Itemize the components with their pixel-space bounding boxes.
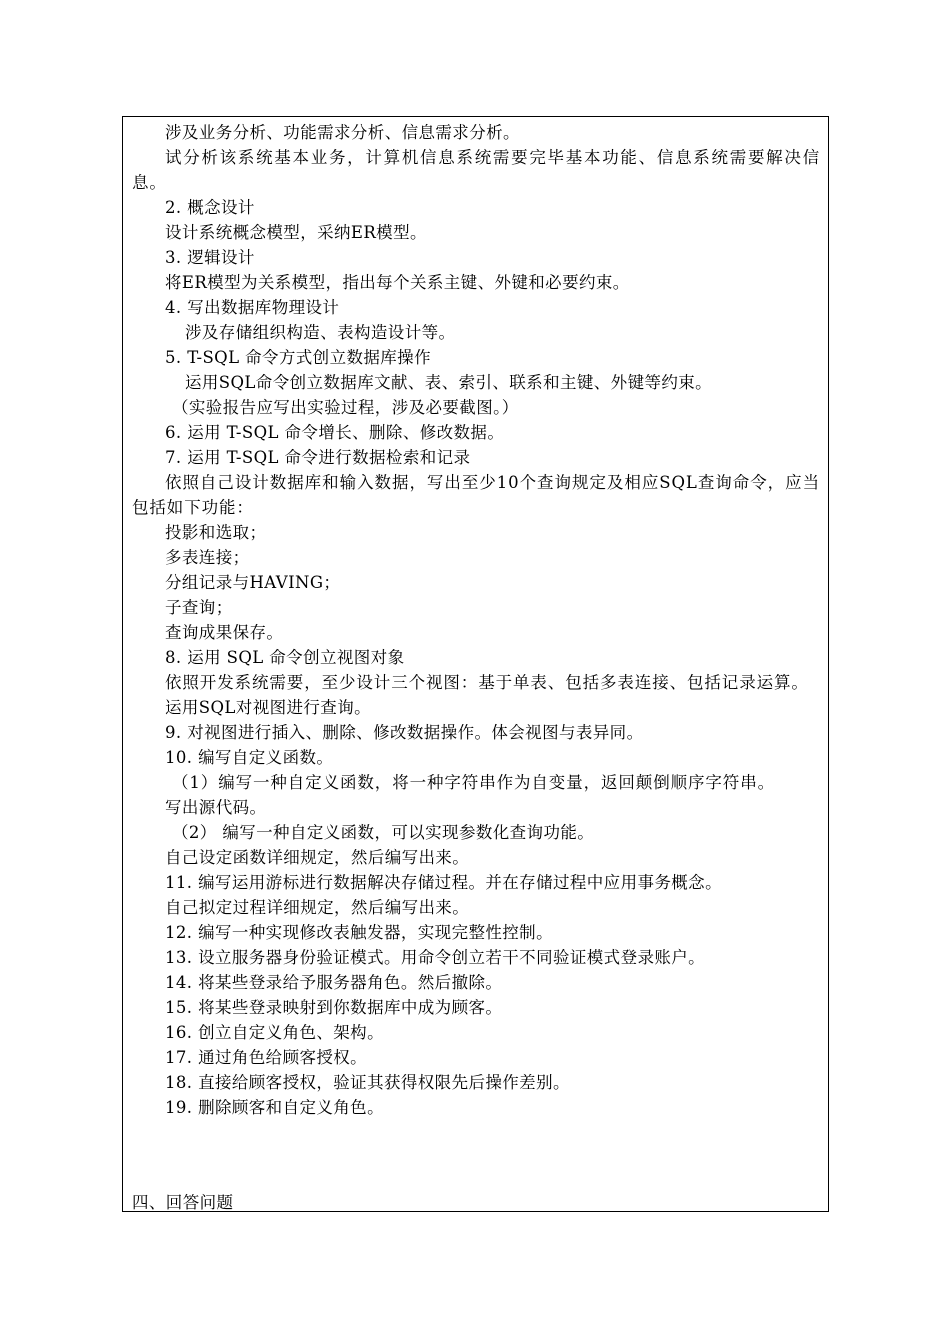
text-line: 将ER模型为关系模型，指出每个关系主键、外键和必要约束。 <box>165 273 630 292</box>
heading-item: 5. T-SQL 命令方式创立数据库操作 <box>165 348 431 367</box>
heading-item: 3. 逻辑设计 <box>165 248 255 267</box>
document-frame <box>122 116 829 1212</box>
list-item: 多表连接； <box>165 548 250 567</box>
text-line: 依照开发系统需要，至少设计三个视图：基于单表、包括多表连接、包括记录运算。 <box>165 673 809 692</box>
heading-item: 18. 直接给顾客授权，验证其获得权限先后操作差别。 <box>165 1073 570 1092</box>
list-item: 查询成果保存。 <box>165 623 284 642</box>
text-line: 试分析该系统基本业务，计算机信息系统需要完毕基本功能、信息系统需要解决信息。 <box>132 148 820 192</box>
text-line: 依照自己设计数据库和输入数据，写出至少10个查询规定及相应SQL查询命令，应当包括如下功能： <box>132 473 820 517</box>
list-item: 投影和选取； <box>165 523 267 542</box>
heading-item: 17. 通过角色给顾客授权。 <box>165 1048 368 1067</box>
list-item: 分组记录与HAVING； <box>165 573 341 592</box>
heading-item: 6. 运用 T-SQL 命令增长、删除、修改数据。 <box>165 423 505 442</box>
heading-item: 9. 对视图进行插入、删除、修改数据操作。体会视图与表异同。 <box>165 723 644 742</box>
heading-item: 4. 写出数据库物理设计 <box>165 298 340 317</box>
heading-item: 19. 删除顾客和自定义角色。 <box>165 1098 384 1117</box>
heading-item: 12. 编写一种实现修改表触发器，实现完整性控制。 <box>165 923 553 942</box>
heading-item: 14. 将某些登录给予服务器角色。然后撤除。 <box>165 973 503 992</box>
text-line: 自己拟定过程详细规定，然后编写出来。 <box>165 898 470 917</box>
text-line: 设计系统概念模型，采纳ER模型。 <box>165 223 427 242</box>
text-line: 运用SQL对视图进行查询。 <box>165 698 371 717</box>
heading-item: 8. 运用 SQL 命令创立视图对象 <box>165 648 405 667</box>
list-item: 子查询； <box>165 598 233 617</box>
text-line: （实验报告应写出实验过程，涉及必要截图。） <box>172 398 519 417</box>
text-line: 自己设定函数详细规定，然后编写出来。 <box>165 848 470 867</box>
heading-item: 7. 运用 T-SQL 命令进行数据检索和记录 <box>165 448 471 467</box>
heading-item: 10. 编写自定义函数。 <box>165 748 334 767</box>
text-line: 涉及存储组织构造、表构造设计等。 <box>185 323 456 342</box>
document-body <box>132 120 820 1120</box>
heading-item: 15. 将某些登录映射到你数据库中成为顾客。 <box>165 998 503 1017</box>
section-heading: 四、回答问题 <box>132 1193 234 1212</box>
text-line: 涉及业务分析、功能需求分析、信息需求分析。 <box>165 123 520 142</box>
text-line: （2） 编写一种自定义函数，可以实现参数化查询功能。 <box>172 823 595 842</box>
text-line: （1）编写一种自定义函数，将一种字符串作为自变量，返回颠倒顺序字符串。 <box>172 773 775 792</box>
heading-item: 2. 概念设计 <box>165 198 255 217</box>
heading-item: 13. 设立服务器身份验证模式。用命令创立若干不同验证模式登录账户。 <box>165 948 706 967</box>
text-line: 运用SQL命令创立数据库文献、表、索引、联系和主键、外键等约束。 <box>185 373 713 392</box>
heading-item: 16. 创立自定义角色、架构。 <box>165 1023 384 1042</box>
text-line: 写出源代码。 <box>165 798 267 817</box>
heading-item: 11. 编写运用游标进行数据解决存储过程。并在存储过程中应用事务概念。 <box>165 873 722 892</box>
